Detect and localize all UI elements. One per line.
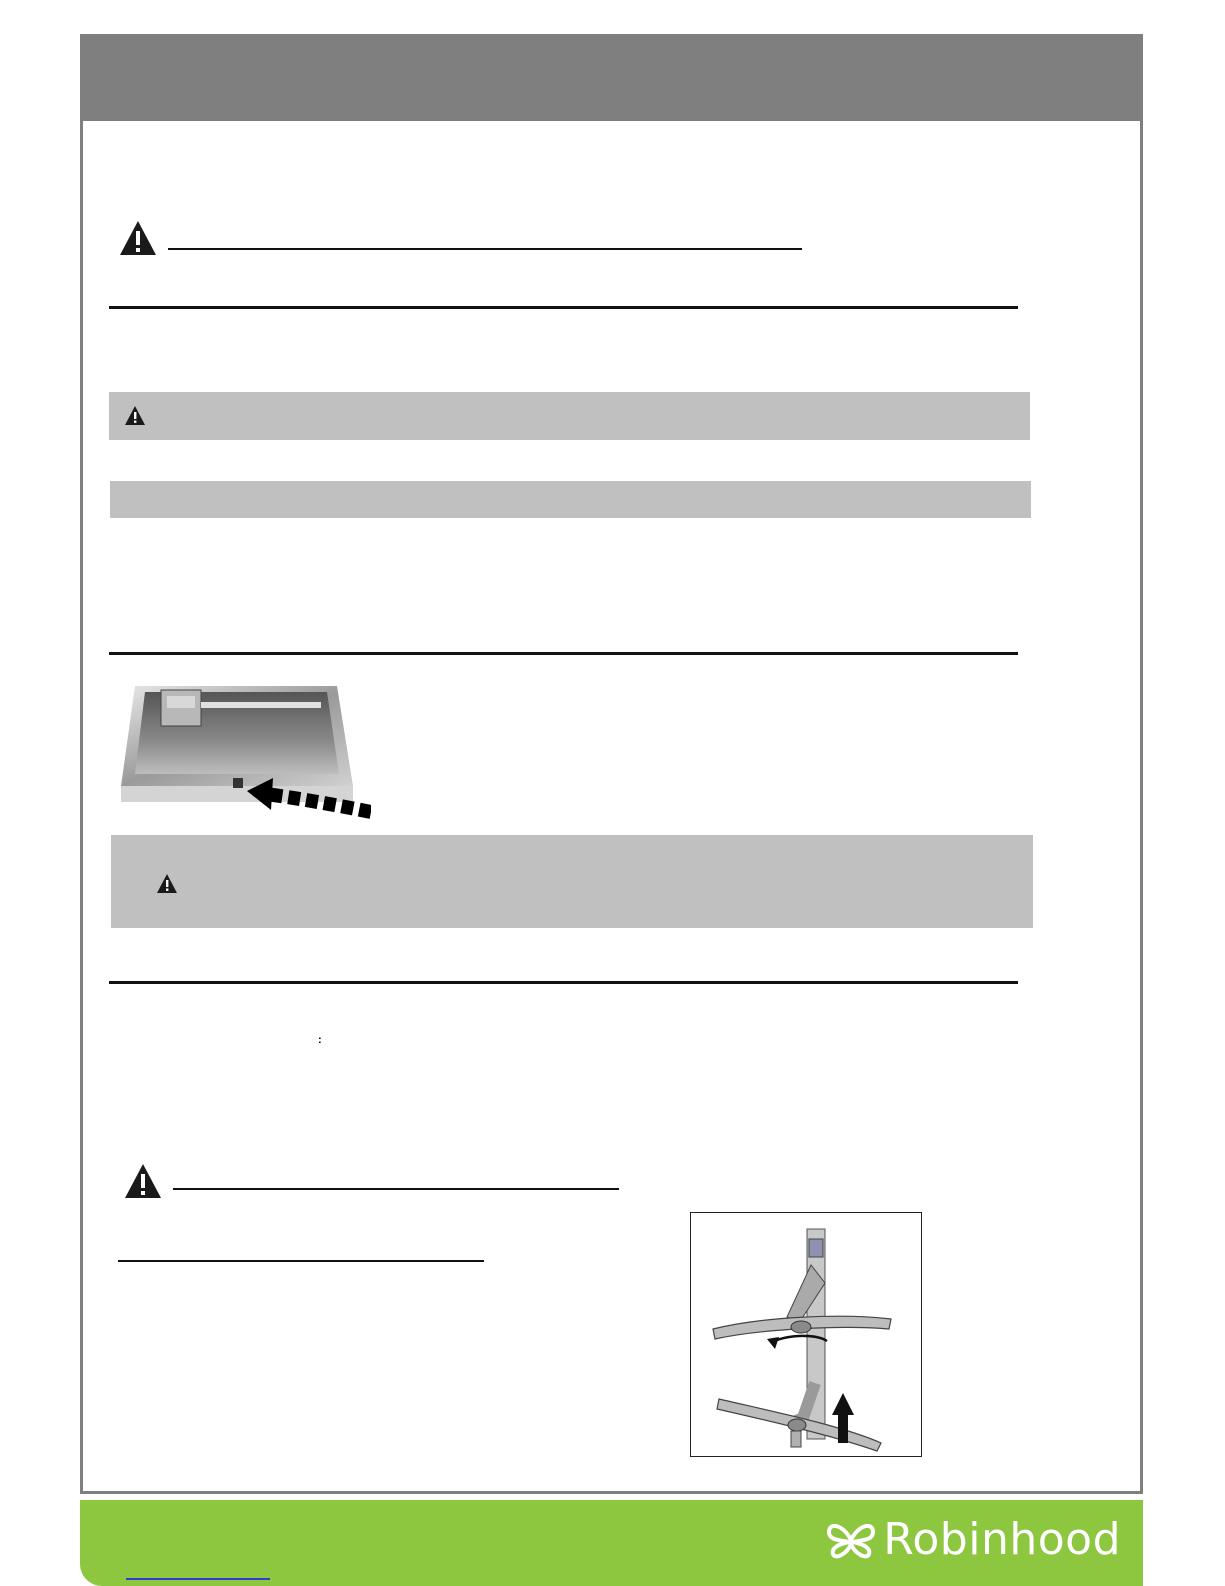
separator-colon: :	[318, 1034, 322, 1046]
brand-logo	[825, 1514, 1121, 1565]
section-rule	[109, 652, 1018, 655]
subheading-underline	[118, 1260, 484, 1262]
footer-link-underline[interactable]	[126, 1578, 270, 1580]
warning-triangle-icon	[156, 873, 178, 894]
brand-name: Robinhood	[883, 1514, 1121, 1565]
warning-triangle-icon	[118, 219, 158, 257]
warning-heading-underline	[168, 248, 802, 250]
spray-arms-removal-diagram	[690, 1212, 922, 1457]
warning-triangle-icon	[123, 1162, 163, 1200]
header-band	[83, 37, 1140, 121]
notice-bar-warning	[109, 392, 1030, 440]
dishwasher-door-interior-photo	[121, 686, 371, 829]
warning-triangle-icon	[124, 405, 146, 426]
butterfly-logo-icon	[825, 1520, 877, 1560]
notice-bar-warning	[111, 835, 1033, 928]
warning-heading-underline	[173, 1188, 619, 1190]
notice-bar	[110, 481, 1031, 518]
section-rule	[109, 306, 1018, 309]
footer-band	[80, 1500, 1143, 1586]
section-rule	[109, 981, 1018, 984]
